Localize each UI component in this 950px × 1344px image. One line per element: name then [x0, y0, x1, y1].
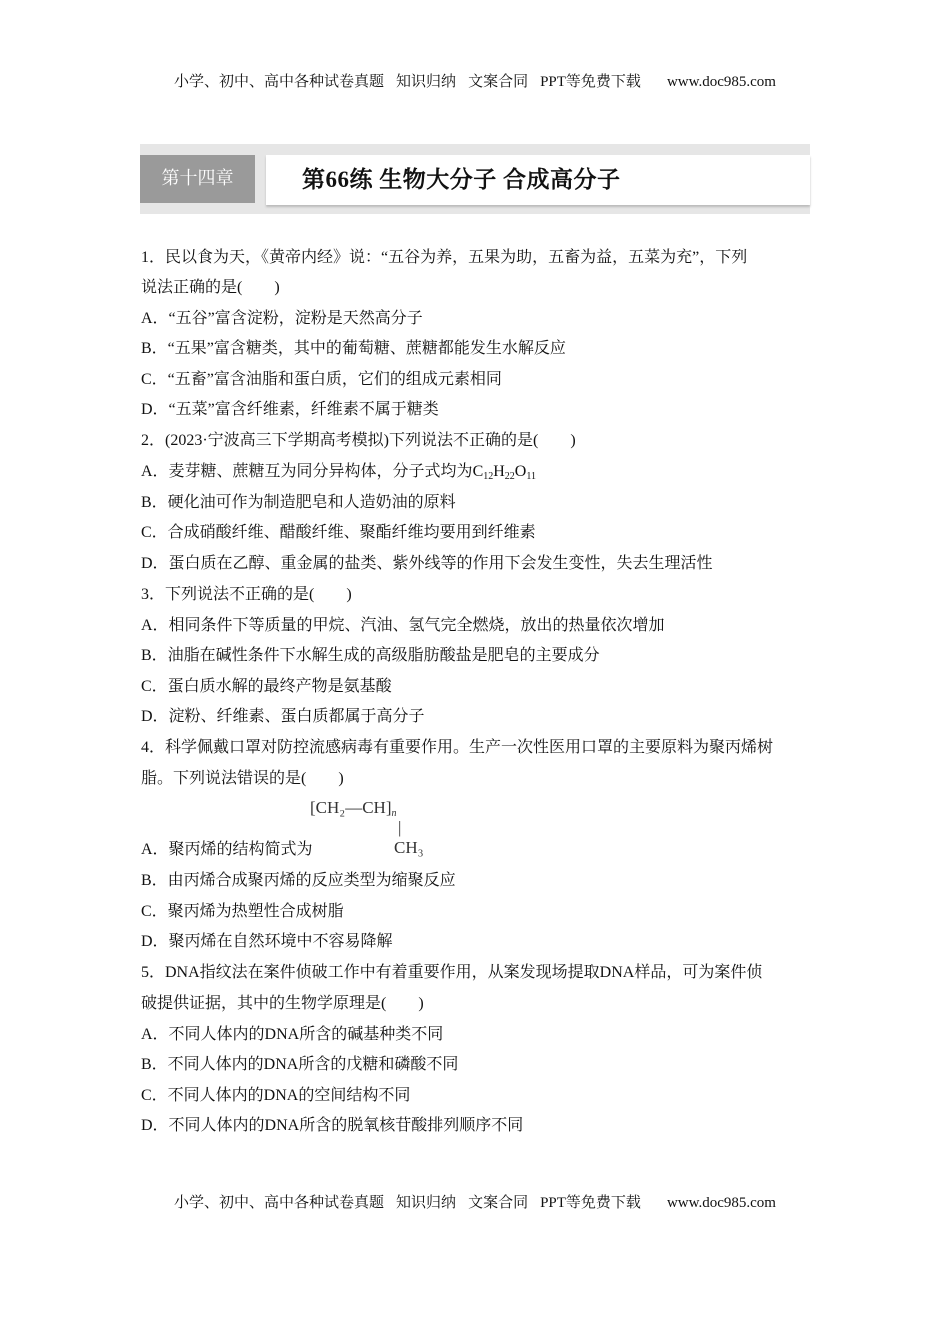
- text-line: B．由丙烯合成聚丙烯的反应类型为缩聚反应: [141, 872, 456, 889]
- text-line: D．“五菜”富含纤维素，纤维素不属于糖类: [141, 401, 439, 418]
- footer-text: PPT等免费下载: [540, 1195, 641, 1211]
- text-line: C．合成硝酸纤维、醋酸纤维、聚酯纤维均要用到纤维素: [141, 524, 536, 541]
- text-line: 4．科学佩戴口罩对防控流感病毒有重要作用。生产一次性医用口罩的主要原料为聚丙烯树: [141, 739, 774, 756]
- header-text: 知识归纳: [396, 74, 457, 90]
- polymer-repeat-unit: $[CH_2—CH]_n$: [310, 798, 397, 819]
- text-line: A．聚丙烯的结构简式为: [141, 841, 313, 858]
- header-site: www.doc985.com: [666, 74, 776, 90]
- text-line: D．蛋白质在乙醇、重金属的盐类、紫外线等的作用下会发生变性，失去生理活性: [141, 555, 713, 572]
- header-text: 小学、初中、高中各种试卷真题: [174, 74, 385, 90]
- text-line: 5．DNA指纹法在案件侦破工作中有着重要作用，从案发现场提取DNA样品，可为案件侦: [141, 964, 763, 981]
- text-line: C．不同人体内的DNA的空间结构不同: [141, 1087, 411, 1104]
- molecular-formula: $C_{12}H_{22}O_{11}$: [472, 463, 536, 482]
- bond-line: |: [398, 818, 402, 837]
- footer-text: 文案合同: [468, 1195, 529, 1211]
- text-line: 3．下列说法不正确的是( ): [141, 586, 352, 603]
- text-line: B．硬化油可作为制造肥皂和人造奶油的原料: [141, 494, 456, 511]
- title-box: [266, 155, 810, 205]
- text-line: A．不同人体内的DNA所含的碱基种类不同: [141, 1026, 444, 1043]
- text-line: B．油脂在碱性条件下水解生成的高级脂肪酸盐是肥皂的主要成分: [141, 647, 600, 664]
- text-line: D．不同人体内的DNA所含的脱氧核苷酸排列顺序不同: [141, 1117, 524, 1134]
- text-line: B．“五果”富含糖类，其中的葡萄糖、蔗糖都能发生水解反应: [141, 340, 566, 357]
- text-line: 说法正确的是( ): [141, 279, 280, 296]
- text-line: 2．(2023·宁波高三下学期高考模拟)下列说法不正确的是( ): [141, 432, 576, 449]
- polypropylene-structure: [310, 798, 424, 857]
- text-line: D．淀粉、纤维素、蛋白质都属于高分子: [141, 708, 425, 725]
- text-line: A．麦芽糖、蔗糖互为同分异构体，分子式均为$C_{12}H_{22}O_{11}$: [141, 463, 536, 482]
- text-line: A．“五谷”富含淀粉，淀粉是天然高分子: [141, 310, 423, 327]
- header-text: PPT等免费下载: [540, 74, 641, 90]
- page-footer: [0, 1191, 950, 1212]
- text-line: B．不同人体内的DNA所含的戊糖和磷酸不同: [141, 1056, 459, 1073]
- chapter-label: 第十四章: [140, 155, 255, 203]
- text-line: D．聚丙烯在自然环境中不容易降解: [141, 933, 393, 950]
- page-title: 第66练 生物大分子 合成高分子: [302, 167, 621, 192]
- footer-text: 知识归纳: [396, 1195, 457, 1211]
- text-line: C．聚丙烯为热塑性合成树脂: [141, 903, 344, 920]
- page-header: [0, 70, 950, 91]
- methyl-group: CH₃: [394, 838, 424, 857]
- footer-text: 小学、初中、高中各种试卷真题: [174, 1195, 385, 1211]
- text-line: A．相同条件下等质量的甲烷、汽油、氢气完全燃烧，放出的热量依次增加: [141, 617, 665, 634]
- text-line: 破提供证据，其中的生物学原理是( ): [141, 995, 424, 1012]
- text-line: C．“五畜”富含油脂和蛋白质，它们的组成元素相同: [141, 371, 502, 388]
- text-line: 1．民以食为天，《黄帝内经》说：“五谷为养，五果为助，五畜为益，五菜为充”，下列: [141, 249, 748, 266]
- text-line: C．蛋白质水解的最终产物是氨基酸: [141, 678, 392, 695]
- header-text: 文案合同: [468, 74, 529, 90]
- text-line: 脂。下列说法错误的是( ): [141, 770, 344, 787]
- footer-site: www.doc985.com: [666, 1195, 776, 1211]
